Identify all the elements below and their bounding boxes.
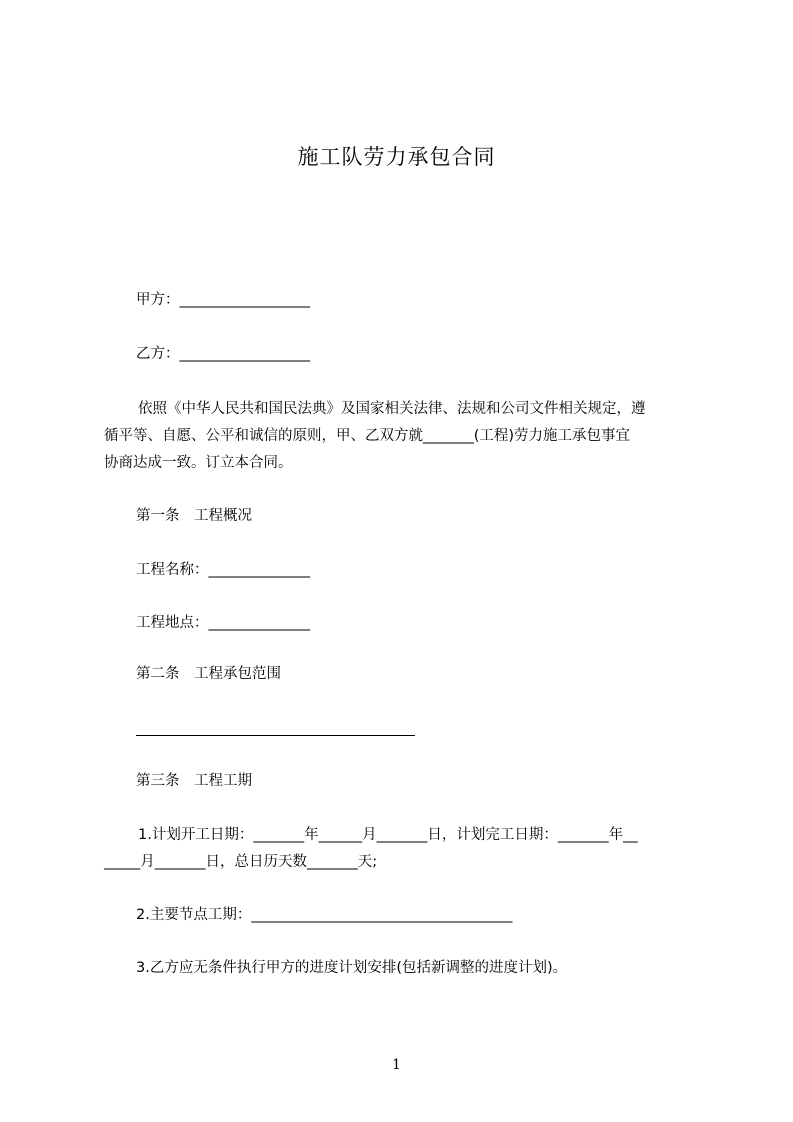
party-a-line: 甲方：__________________ xyxy=(136,292,310,308)
project-location-line: 工程地点：______________ xyxy=(136,615,310,631)
schedule-item-3: 3.乙方应无条件执行甲方的进度计划安排(包括新调整的进度计划)。 xyxy=(136,960,568,976)
intro-line: 循平等、自愿、公平和诚信的原则，甲、乙双方就_______(工程)劳力施工承包事宜 xyxy=(104,428,631,444)
schedule-item-2: 2.主要节点工期：____________________________________ xyxy=(136,907,513,923)
schedule-item-line: _____月_______日，总日历天数_______天; xyxy=(104,854,378,870)
article-2-heading: 第二条 工程承包范围 xyxy=(136,666,281,682)
document-title: 施工队劳力承包合同 xyxy=(297,145,496,169)
schedule-item-line: 1.计划开工日期：_______年______月_______日，计划完工日期：_______年__ xyxy=(138,827,638,843)
article-1-heading: 第一条 工程概况 xyxy=(136,508,252,524)
scope-blank-line xyxy=(136,735,415,736)
page-number: 1 xyxy=(392,1057,401,1073)
article-3-heading: 第三条 工程工期 xyxy=(136,773,252,789)
project-name-line: 工程名称：______________ xyxy=(136,562,310,578)
party-b-line: 乙方：__________________ xyxy=(136,346,310,362)
intro-line: 协商达成一致。订立本合同。 xyxy=(104,455,293,471)
intro-line: 依照《中华人民共和国民法典》及国家相关法律、法规和公司文件相关规定，遵 xyxy=(138,401,646,417)
